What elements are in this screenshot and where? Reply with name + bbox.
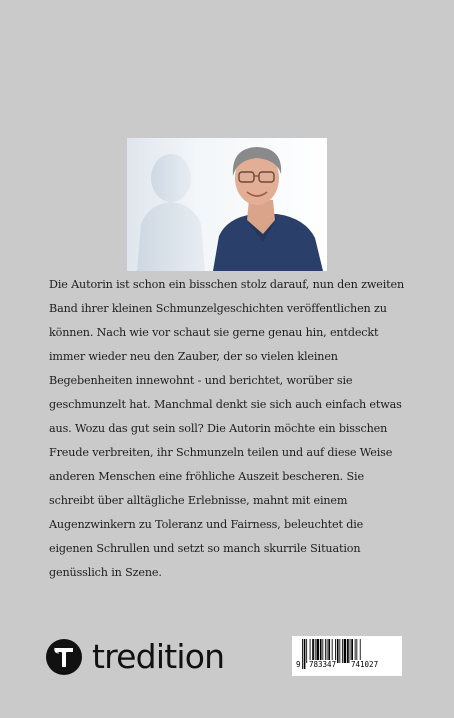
barcode-first-digit: 9	[296, 660, 301, 669]
blurb-line: Freude verbreiten, ihr Schmunzeln teilen und auf diese Weise	[49, 446, 393, 459]
blurb-line: Band ihrer kleinen Schmunzelgeschichten veröffentlichen zu	[49, 302, 387, 315]
blurb-line: aus. Wozu das gut sein soll? Die Autorin möchte ein bisschen	[49, 422, 388, 435]
author-photo	[127, 138, 327, 271]
blurb-line: genüsslich in Szene.	[49, 566, 162, 579]
blurb-line: geschmunzelt hat. Manchmal denkt sie sich auch einfach etwas	[49, 398, 402, 411]
blurb-line: schreibt über alltägliche Erlebnisse, mahnt mit einem	[49, 494, 348, 507]
publisher-logo	[46, 636, 224, 678]
blurb-line: können. Nach wie vor schaut sie gerne genau hin, entdeckt	[49, 326, 379, 339]
blurb-line: Begebenheiten innewohnt - und berichtet, worüber sie	[49, 374, 353, 387]
blurb-line: anderen Menschen eine fröhliche Auszeit bescheren. Sie	[49, 470, 364, 483]
isbn-barcode	[292, 636, 402, 676]
author-blurb	[49, 273, 409, 585]
tredition-logo-icon	[46, 639, 82, 675]
blurb-line: eigenen Schrullen und setzt so manch skurrile Situation	[49, 542, 361, 555]
author-portrait	[127, 138, 327, 271]
barcode-digits-left: 783347	[309, 660, 337, 669]
blurb-line: Augenzwinkern zu Toleranz und Fairness, beleuchtet die	[49, 518, 364, 531]
blurb-line: Die Autorin ist schon ein bisschen stolz darauf, nun den zweiten	[49, 278, 405, 291]
blurb-line: immer wieder neu den Zauber, der so vielen kleinen	[49, 350, 338, 363]
barcode-digits-right: 741027	[351, 660, 379, 669]
publisher-name: tredition	[92, 637, 225, 676]
